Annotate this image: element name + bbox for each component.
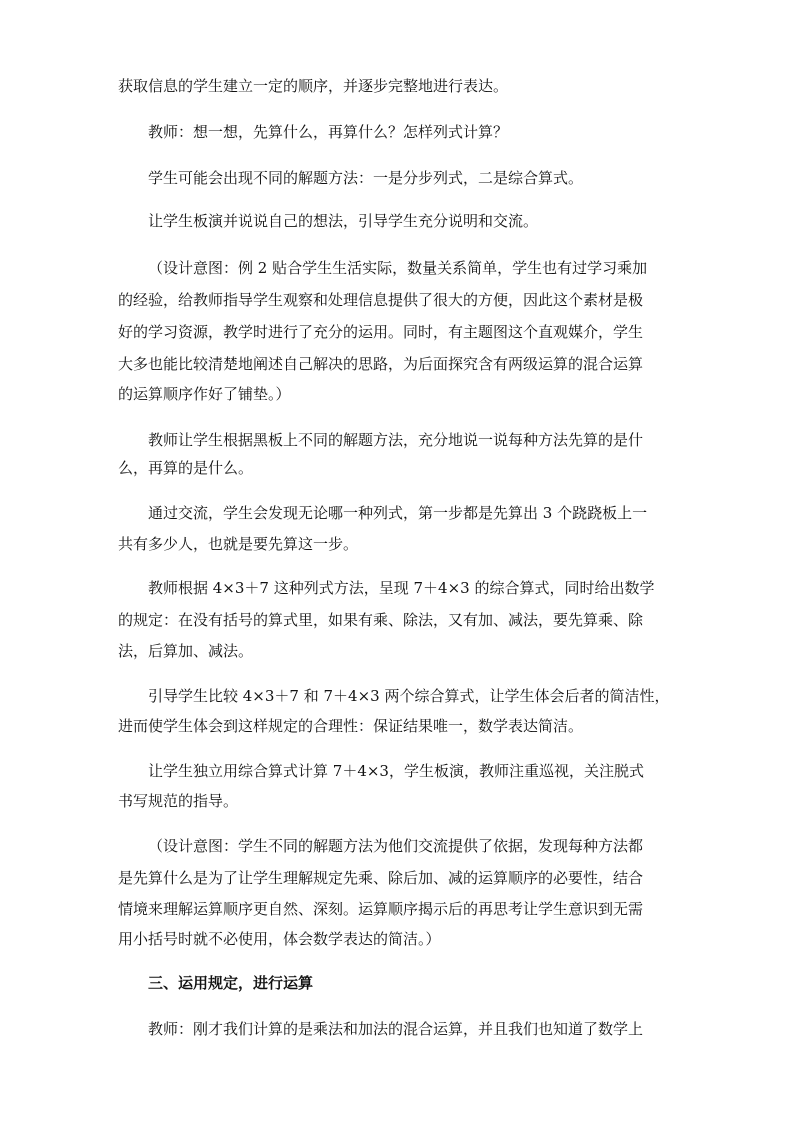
text-line-14: 教师根据 4×3＋7 这种列式方法，呈现 7＋4×3 的综合算式，同时给出数学 [148,579,655,597]
text-line-5: （设计意图：例 2 贴合学生生活实际，数量关系简单，学生也有过学习乘加 [148,259,648,277]
text-line-19: 让学生独立用综合算式计算 7＋4×3，学生板演，教师注重巡视，关注脱式 [148,762,644,780]
text-line-12: 通过交流，学生会发现无论哪一种列式，第一步都是先算出 3 个跷跷板上一 [148,504,648,522]
text-line-24: 用小括号时就不必使用，体会数学表达的简洁。） [118,930,441,948]
text-line-21: （设计意图：学生不同的解题方法为他们交流提供了依据，发现每种方法都 [148,837,644,855]
text-line-10: 教师让学生根据黑板上不同的解题方法，充分地说一说每种方法先算的是什 [148,431,644,449]
text-line-20: 书写规范的指导。 [118,792,239,810]
text-line-13: 共有多少人，也就是要先算这一步。 [118,535,359,553]
text-line-16: 法，后算加、减法。 [118,642,254,660]
text-line-9: 的运算顺序作好了铺垫。） [118,385,291,403]
text-line-8: 大多也能比较清楚地阐述自己解决的思路，为后面探究含有两级运算的混合运算 [118,355,644,373]
text-line-7: 好的学习资源，教学时进行了充分的运用。同时，有主题图这个直观媒介，学生 [118,323,644,341]
text-line-4: 让学生板演并说说自己的想法，引导学生充分说明和交流。 [148,212,539,230]
text-line-6: 的经验，给教师指导学生观察和处理信息提供了很大的方便，因此这个素材是极 [118,291,644,309]
text-line-11: 么，再算的是什么。 [118,459,254,477]
text-line-3: 学生可能会出现不同的解题方法：一是分步列式，二是综合算式。 [148,169,584,187]
text-line-26: 教师：刚才我们计算的是乘法和加法的混合运算，并且我们也知道了数学上 [148,1020,644,1038]
text-line-18: 进而使学生体会到这样规定的合理性：保证结果唯一，数学表达简洁。 [118,717,584,735]
section-heading: 三、运用规定，进行运算 [148,974,314,992]
text-line-2: 教师：想一想，先算什么，再算什么？怎样列式计算？ [148,123,509,141]
text-line-15: 的规定：在没有括号的算式里，如果有乘、除法，又有加、减法，要先算乘、除 [118,611,644,629]
text-line-1: 获取信息的学生建立一定的顺序，并逐步完整地进行表达。 [118,77,509,95]
text-line-23: 情境来理解运算顺序更自然、深刻。运算顺序揭示后的再思考让学生意识到无需 [118,900,644,918]
text-line-17: 引导学生比较 4×3＋7 和 7＋4×3 两个综合算式，让学生体会后者的简洁性， [148,687,670,705]
text-line-22: 是先算什么是为了让学生理解规定先乘、除后加、减的运算顺序的必要性，结合 [118,869,644,887]
